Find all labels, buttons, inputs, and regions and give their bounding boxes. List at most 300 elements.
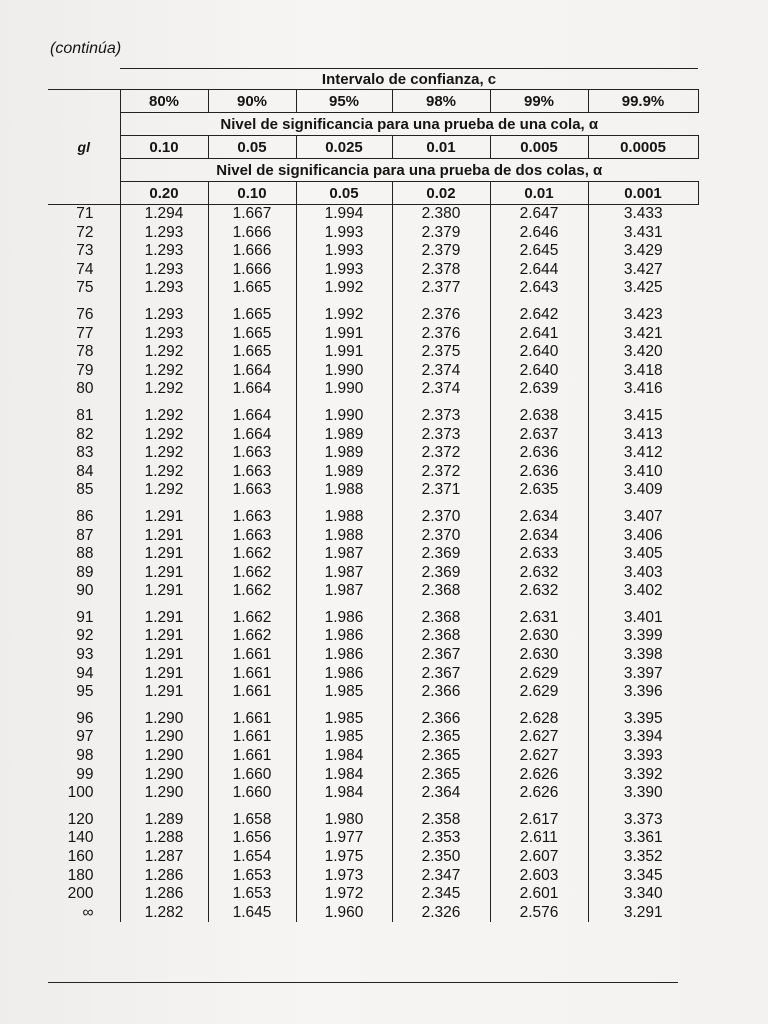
critical-value-cell: 1.292 — [120, 407, 208, 426]
critical-value-cell: 2.368 — [392, 627, 490, 646]
critical-value-cell: 3.394 — [588, 728, 698, 747]
critical-value-cell: 2.364 — [392, 784, 490, 803]
table-row — [48, 279, 698, 298]
critical-value-cell: 1.292 — [120, 380, 208, 399]
critical-value-cell: 2.636 — [490, 463, 588, 482]
critical-value-cell: 2.628 — [490, 710, 588, 729]
critical-value-cell: 1.292 — [120, 444, 208, 463]
critical-value-cell: 3.407 — [588, 508, 698, 527]
critical-value-cell: 2.631 — [490, 609, 588, 628]
critical-value-cell: 1.661 — [208, 710, 296, 729]
critical-value-cell: 2.640 — [490, 343, 588, 362]
table-row — [48, 747, 698, 766]
degrees-of-freedom-cell: 92 — [76, 627, 94, 645]
critical-value-cell: 1.293 — [120, 279, 208, 298]
critical-value-cell: 3.352 — [588, 848, 698, 867]
critical-value-cell: 1.293 — [120, 306, 208, 325]
table-row — [48, 665, 698, 684]
critical-value-cell: 2.646 — [490, 224, 588, 243]
critical-value-cell: 3.405 — [588, 545, 698, 564]
degrees-of-freedom-cell: 81 — [76, 406, 94, 424]
critical-value-cell: 1.291 — [120, 665, 208, 684]
critical-value-cell: 2.635 — [490, 481, 588, 500]
one-tail-header: 0.05 — [208, 136, 296, 159]
critical-value-cell: 2.643 — [490, 279, 588, 298]
table-row — [48, 848, 698, 867]
critical-value-cell: 2.627 — [490, 728, 588, 747]
critical-value-cell: 1.282 — [120, 904, 208, 923]
critical-value-cell: 2.630 — [490, 646, 588, 665]
critical-value-cell: 1.291 — [120, 646, 208, 665]
table-row — [48, 784, 698, 803]
critical-value-cell: 3.413 — [588, 426, 698, 445]
critical-value-cell: 2.645 — [490, 242, 588, 261]
table-row — [48, 242, 698, 261]
critical-value-cell: 2.347 — [392, 867, 490, 886]
critical-value-cell: 2.601 — [490, 885, 588, 904]
critical-value-cell: 1.292 — [120, 343, 208, 362]
degrees-of-freedom-cell: 160 — [67, 848, 94, 865]
table-row — [48, 627, 698, 646]
degrees-of-freedom-cell: 100 — [67, 784, 94, 802]
two-tail-header: 0.20 — [120, 182, 208, 205]
critical-value-cell: 1.989 — [296, 444, 392, 463]
degrees-of-freedom-cell: 78 — [76, 343, 94, 361]
two-tail-header: 0.05 — [296, 182, 392, 205]
degrees-of-freedom-cell: 95 — [76, 683, 94, 701]
table-row — [48, 728, 698, 747]
critical-value-cell: 2.367 — [392, 646, 490, 665]
table-row — [48, 444, 698, 463]
critical-value-cell: 1.290 — [120, 766, 208, 785]
critical-value-cell: 1.291 — [120, 683, 208, 702]
table-row — [48, 766, 698, 785]
critical-value-cell: 3.345 — [588, 867, 698, 886]
degrees-of-freedom-cell: 180 — [67, 866, 94, 884]
gl-label: gl — [77, 139, 90, 155]
bottom-rule — [48, 982, 678, 983]
degrees-of-freedom-cell: 76 — [76, 305, 94, 323]
critical-value-cell: 3.395 — [588, 710, 698, 729]
critical-value-cell: 1.291 — [120, 508, 208, 527]
degrees-of-freedom-cell: 79 — [76, 361, 94, 379]
critical-value-cell: 1.988 — [296, 527, 392, 546]
degrees-of-freedom-cell: 73 — [76, 242, 94, 260]
critical-value-cell: 1.987 — [296, 545, 392, 564]
critical-value-cell: 2.366 — [392, 710, 490, 729]
critical-value-cell: 2.376 — [392, 325, 490, 344]
critical-value-cell: 1.980 — [296, 811, 392, 830]
confidence-header: 98% — [392, 90, 490, 113]
critical-value-cell: 1.986 — [296, 665, 392, 684]
degrees-of-freedom-cell: 98 — [76, 747, 94, 765]
table-row — [48, 564, 698, 583]
table-row — [48, 710, 698, 729]
critical-value-cell: 2.632 — [490, 564, 588, 583]
critical-value-cell: 1.993 — [296, 242, 392, 261]
critical-value-cell: 2.647 — [490, 205, 588, 224]
critical-value-cell: 1.663 — [208, 463, 296, 482]
critical-value-cell: 1.985 — [296, 683, 392, 702]
critical-value-cell: 3.361 — [588, 829, 698, 848]
critical-value-cell: 2.627 — [490, 747, 588, 766]
critical-value-cell: 1.973 — [296, 867, 392, 886]
critical-value-cell: 1.988 — [296, 481, 392, 500]
critical-value-cell: 2.345 — [392, 885, 490, 904]
group-spacer — [48, 803, 698, 811]
table-row — [48, 205, 698, 224]
critical-value-cell: 2.358 — [392, 811, 490, 830]
critical-value-cell: 1.290 — [120, 747, 208, 766]
degrees-of-freedom-cell: 82 — [76, 425, 94, 443]
critical-value-cell: 1.666 — [208, 261, 296, 280]
table-row — [48, 306, 698, 325]
confidence-header: 80% — [120, 90, 208, 113]
group-spacer — [48, 702, 698, 710]
critical-value-cell: 2.373 — [392, 426, 490, 445]
table-row — [48, 904, 698, 923]
critical-value-cell: 1.987 — [296, 564, 392, 583]
critical-value-cell: 1.664 — [208, 426, 296, 445]
table-row — [48, 829, 698, 848]
critical-value-cell: 3.427 — [588, 261, 698, 280]
critical-value-cell: 1.990 — [296, 362, 392, 381]
degrees-of-freedom-cell: 93 — [76, 646, 94, 664]
critical-value-cell: 1.661 — [208, 683, 296, 702]
critical-value-cell: 3.409 — [588, 481, 698, 500]
critical-value-cell: 2.365 — [392, 766, 490, 785]
critical-value-cell: 1.663 — [208, 508, 296, 527]
critical-value-cell: 1.658 — [208, 811, 296, 830]
critical-value-cell: 1.662 — [208, 564, 296, 583]
critical-value-cell: 1.293 — [120, 242, 208, 261]
critical-value-cell: 1.664 — [208, 407, 296, 426]
critical-value-cell: 1.989 — [296, 426, 392, 445]
critical-value-cell: 1.662 — [208, 627, 296, 646]
table-row — [48, 582, 698, 601]
critical-value-cell: 2.611 — [490, 829, 588, 848]
confidence-header: 99% — [490, 90, 588, 113]
degrees-of-freedom-cell: 84 — [76, 462, 94, 480]
critical-value-cell: 1.291 — [120, 609, 208, 628]
critical-value-cell: 2.326 — [392, 904, 490, 923]
critical-value-cell: 1.294 — [120, 205, 208, 224]
critical-value-cell: 1.654 — [208, 848, 296, 867]
critical-value-cell: 1.666 — [208, 224, 296, 243]
two-tail-header: 0.10 — [208, 182, 296, 205]
critical-value-cell: 1.292 — [120, 362, 208, 381]
table-row — [48, 683, 698, 702]
critical-value-cell: 1.292 — [120, 426, 208, 445]
table-row — [48, 380, 698, 399]
two-tail-header: 0.02 — [392, 182, 490, 205]
table-row — [48, 527, 698, 546]
critical-value-cell: 1.991 — [296, 325, 392, 344]
table-row — [48, 811, 698, 830]
critical-value-cell: 1.975 — [296, 848, 392, 867]
critical-value-cell: 2.638 — [490, 407, 588, 426]
critical-value-cell: 2.368 — [392, 582, 490, 601]
critical-value-cell: 1.667 — [208, 205, 296, 224]
critical-value-cell: 2.365 — [392, 747, 490, 766]
critical-value-cell: 2.350 — [392, 848, 490, 867]
critical-value-cell: 1.661 — [208, 728, 296, 747]
degrees-of-freedom-cell: 72 — [76, 223, 94, 241]
critical-value-cell: 1.972 — [296, 885, 392, 904]
critical-value-cell: 2.375 — [392, 343, 490, 362]
degrees-of-freedom-cell: 91 — [76, 608, 94, 626]
table-row — [48, 426, 698, 445]
critical-value-cell: 3.403 — [588, 564, 698, 583]
critical-value-cell: 2.640 — [490, 362, 588, 381]
critical-value-cell: 3.392 — [588, 766, 698, 785]
critical-value-cell: 2.370 — [392, 527, 490, 546]
critical-value-cell: 3.396 — [588, 683, 698, 702]
critical-value-cell: 1.293 — [120, 325, 208, 344]
critical-value-cell: 2.369 — [392, 564, 490, 583]
critical-value-cell: 1.986 — [296, 609, 392, 628]
critical-value-cell: 2.629 — [490, 665, 588, 684]
critical-value-cell: 2.373 — [392, 407, 490, 426]
critical-value-cell: 3.402 — [588, 582, 698, 601]
critical-value-cell: 2.371 — [392, 481, 490, 500]
critical-value-cell: 1.992 — [296, 306, 392, 325]
critical-value-cell: 2.626 — [490, 784, 588, 803]
critical-value-cell: 2.366 — [392, 683, 490, 702]
critical-value-cell: 1.653 — [208, 885, 296, 904]
one-tail-header: 0.0005 — [588, 136, 698, 159]
table-row — [48, 407, 698, 426]
two-tail-title: Nivel de significancia para una prueba de dos colas, α — [120, 159, 698, 182]
table-row — [48, 362, 698, 381]
critical-value-cell: 1.291 — [120, 545, 208, 564]
critical-value-cell: 1.663 — [208, 444, 296, 463]
continued-label: (continúa) — [50, 40, 122, 57]
degrees-of-freedom-cell: 90 — [76, 582, 94, 600]
two-tail-header: 0.01 — [490, 182, 588, 205]
critical-value-cell: 2.634 — [490, 527, 588, 546]
critical-value-cell: 3.390 — [588, 784, 698, 803]
critical-value-cell: 1.662 — [208, 545, 296, 564]
degrees-of-freedom-cell: 74 — [76, 260, 94, 278]
critical-value-cell: 1.286 — [120, 885, 208, 904]
degrees-of-freedom-cell: 75 — [76, 279, 94, 297]
critical-value-cell: 2.603 — [490, 867, 588, 886]
critical-value-cell: 3.415 — [588, 407, 698, 426]
critical-value-cell: 1.645 — [208, 904, 296, 923]
degrees-of-freedom-cell: 120 — [67, 810, 94, 828]
critical-value-cell: 1.990 — [296, 407, 392, 426]
critical-value-cell: 1.293 — [120, 224, 208, 243]
critical-value-cell: 1.292 — [120, 463, 208, 482]
critical-value-cell: 2.639 — [490, 380, 588, 399]
degrees-of-freedom-cell: 83 — [76, 444, 94, 462]
critical-value-cell: 2.642 — [490, 306, 588, 325]
degrees-of-freedom-cell: ∞ — [82, 903, 94, 921]
critical-value-cell: 3.399 — [588, 627, 698, 646]
critical-value-cell: 2.607 — [490, 848, 588, 867]
critical-value-cell: 1.289 — [120, 811, 208, 830]
degrees-of-freedom-cell: 89 — [76, 563, 94, 581]
critical-value-cell: 2.626 — [490, 766, 588, 785]
critical-value-cell: 1.991 — [296, 343, 392, 362]
one-tail-header: 0.10 — [120, 136, 208, 159]
critical-value-cell: 1.660 — [208, 784, 296, 803]
table-row — [48, 463, 698, 482]
critical-value-cell: 2.377 — [392, 279, 490, 298]
critical-value-cell: 1.987 — [296, 582, 392, 601]
critical-value-cell: 1.664 — [208, 362, 296, 381]
table-body — [48, 205, 698, 923]
critical-value-cell: 1.985 — [296, 728, 392, 747]
critical-value-cell: 1.989 — [296, 463, 392, 482]
critical-value-cell: 3.291 — [588, 904, 698, 923]
critical-value-cell: 1.993 — [296, 224, 392, 243]
critical-value-cell: 2.379 — [392, 224, 490, 243]
critical-value-cell: 1.994 — [296, 205, 392, 224]
critical-value-cell: 1.666 — [208, 242, 296, 261]
critical-value-cell: 2.576 — [490, 904, 588, 923]
critical-value-cell: 1.977 — [296, 829, 392, 848]
critical-value-cell: 1.665 — [208, 279, 296, 298]
one-tail-header: 0.025 — [296, 136, 392, 159]
critical-value-cell: 3.410 — [588, 463, 698, 482]
table-row — [48, 224, 698, 243]
one-tail-title: Nivel de significancia para una prueba de una cola, α — [120, 113, 698, 136]
critical-value-cell: 1.984 — [296, 747, 392, 766]
confidence-interval-title: Intervalo de confianza, c — [120, 69, 698, 90]
critical-value-cell: 2.379 — [392, 242, 490, 261]
critical-value-cell: 1.986 — [296, 646, 392, 665]
degrees-of-freedom-cell: 200 — [67, 885, 94, 903]
t-distribution-table — [48, 68, 699, 922]
degrees-of-freedom-cell: 85 — [76, 481, 94, 499]
confidence-header: 90% — [208, 90, 296, 113]
critical-value-cell: 2.353 — [392, 829, 490, 848]
critical-value-cell: 1.653 — [208, 867, 296, 886]
critical-value-cell: 3.423 — [588, 306, 698, 325]
confidence-header: 95% — [296, 90, 392, 113]
degrees-of-freedom-cell: 97 — [76, 728, 94, 746]
group-spacer — [48, 601, 698, 609]
critical-value-cell: 1.663 — [208, 481, 296, 500]
critical-value-cell: 1.656 — [208, 829, 296, 848]
critical-value-cell: 1.291 — [120, 527, 208, 546]
critical-value-cell: 1.292 — [120, 481, 208, 500]
table-row — [48, 609, 698, 628]
critical-value-cell: 1.665 — [208, 325, 296, 344]
critical-value-cell: 2.632 — [490, 582, 588, 601]
table-row — [48, 343, 698, 362]
group-spacer — [48, 399, 698, 407]
degrees-of-freedom-cell: 94 — [76, 664, 94, 682]
critical-value-cell: 1.984 — [296, 784, 392, 803]
critical-value-cell: 1.291 — [120, 564, 208, 583]
table-row — [48, 481, 698, 500]
table-row — [48, 325, 698, 344]
critical-value-cell: 2.636 — [490, 444, 588, 463]
critical-value-cell: 1.661 — [208, 665, 296, 684]
two-tail-header: 0.001 — [588, 182, 698, 205]
critical-value-cell: 1.985 — [296, 710, 392, 729]
critical-value-cell: 1.288 — [120, 829, 208, 848]
critical-value-cell: 1.660 — [208, 766, 296, 785]
critical-value-cell: 1.664 — [208, 380, 296, 399]
table-row — [48, 261, 698, 280]
critical-value-cell: 2.374 — [392, 380, 490, 399]
table-row — [48, 545, 698, 564]
critical-value-cell: 1.661 — [208, 747, 296, 766]
critical-value-cell: 1.290 — [120, 728, 208, 747]
confidence-header: 99.9% — [588, 90, 698, 113]
critical-value-cell: 3.412 — [588, 444, 698, 463]
degrees-of-freedom-cell: 77 — [76, 324, 94, 342]
critical-value-cell: 1.663 — [208, 527, 296, 546]
table-row — [48, 508, 698, 527]
critical-value-cell: 3.420 — [588, 343, 698, 362]
critical-value-cell: 1.290 — [120, 710, 208, 729]
table-row — [48, 646, 698, 665]
critical-value-cell: 3.406 — [588, 527, 698, 546]
critical-value-cell: 2.641 — [490, 325, 588, 344]
critical-value-cell: 2.644 — [490, 261, 588, 280]
critical-value-cell: 1.986 — [296, 627, 392, 646]
critical-value-cell: 2.368 — [392, 609, 490, 628]
critical-value-cell: 2.637 — [490, 426, 588, 445]
critical-value-cell: 2.630 — [490, 627, 588, 646]
critical-value-cell: 3.398 — [588, 646, 698, 665]
table-row — [48, 885, 698, 904]
degrees-of-freedom-cell: 86 — [76, 507, 94, 525]
degrees-of-freedom-cell: 87 — [76, 526, 94, 544]
group-spacer — [48, 500, 698, 508]
degrees-of-freedom-cell: 96 — [76, 709, 94, 727]
group-spacer — [48, 298, 698, 306]
critical-value-cell: 1.990 — [296, 380, 392, 399]
critical-value-cell: 2.376 — [392, 306, 490, 325]
critical-value-cell: 1.286 — [120, 867, 208, 886]
critical-value-cell: 2.634 — [490, 508, 588, 527]
critical-value-cell: 2.380 — [392, 205, 490, 224]
critical-value-cell: 1.287 — [120, 848, 208, 867]
degrees-of-freedom-cell: 71 — [48, 205, 120, 224]
critical-value-cell: 1.993 — [296, 261, 392, 280]
critical-value-cell: 3.425 — [588, 279, 698, 298]
critical-value-cell: 2.372 — [392, 463, 490, 482]
critical-value-cell: 1.988 — [296, 508, 392, 527]
critical-value-cell: 1.661 — [208, 646, 296, 665]
critical-value-cell: 1.662 — [208, 582, 296, 601]
critical-value-cell: 3.431 — [588, 224, 698, 243]
critical-value-cell: 2.367 — [392, 665, 490, 684]
degrees-of-freedom-cell: 88 — [76, 545, 94, 563]
critical-value-cell: 3.401 — [588, 609, 698, 628]
critical-value-cell: 2.629 — [490, 683, 588, 702]
critical-value-cell: 1.291 — [120, 582, 208, 601]
critical-value-cell: 2.369 — [392, 545, 490, 564]
critical-value-cell: 3.429 — [588, 242, 698, 261]
critical-value-cell: 1.992 — [296, 279, 392, 298]
critical-value-cell: 2.633 — [490, 545, 588, 564]
critical-value-cell: 1.290 — [120, 784, 208, 803]
critical-value-cell: 2.378 — [392, 261, 490, 280]
one-tail-header: 0.005 — [490, 136, 588, 159]
critical-value-cell: 3.433 — [588, 205, 698, 224]
critical-value-cell: 3.340 — [588, 885, 698, 904]
critical-value-cell: 3.416 — [588, 380, 698, 399]
degrees-of-freedom-cell: 80 — [76, 380, 94, 398]
table-row — [48, 867, 698, 886]
